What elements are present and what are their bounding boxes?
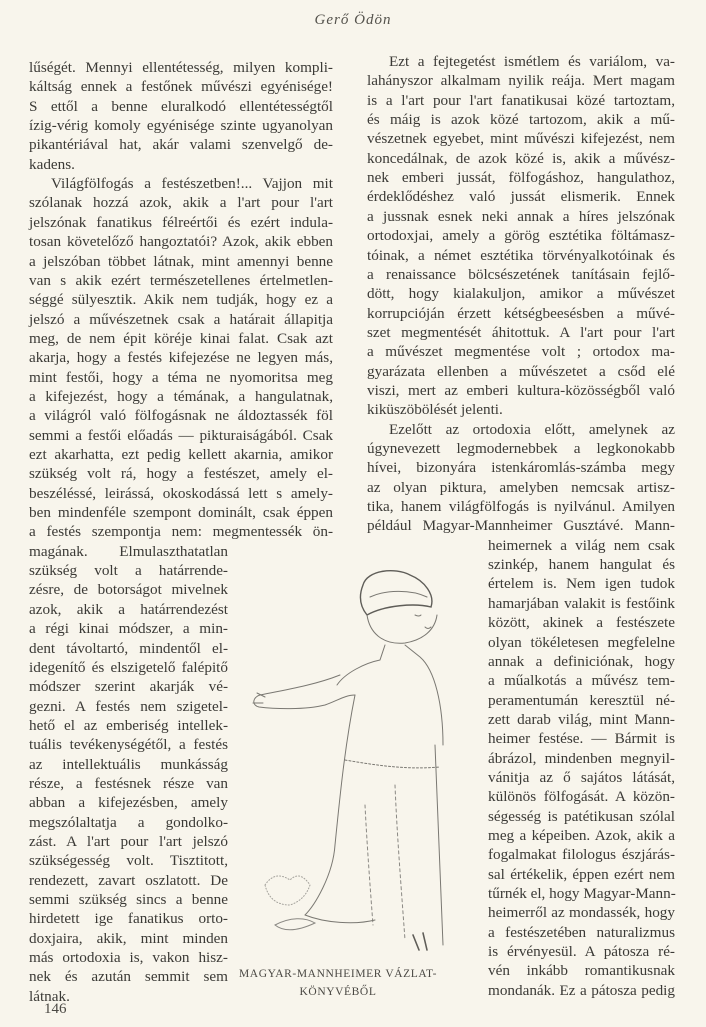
text-line: gezni. A festés nem szigetel- (29, 697, 228, 715)
text-line: érdeklődéshez való jussát elismerik. Ennek (367, 188, 675, 206)
text-line: koncedálnak, de azok közé is, akik a művész- (367, 149, 675, 167)
text-line: magának. Elmulaszthatatlan (29, 542, 228, 560)
text-line: meg, de nem épit köréje kinai falat. Csak azt (29, 329, 333, 347)
text-line: például Magyar-Mannheimer Gusztávé. Mann- (367, 517, 675, 535)
text-line: annak a definiciónak, hogy (488, 652, 675, 670)
text-line: között, akinek a festészete (488, 614, 675, 632)
text-line: Ezt a fejtegetést ismétlem és variálom, va- (389, 53, 675, 70)
text-line: olyan tökéletesen megfelelne (488, 633, 675, 651)
text-line: heimerről az mondassék, hogy (488, 904, 675, 922)
text-line: abban a kifejezésben, amely (29, 794, 228, 812)
text-line: tosan követelőző hangoztatói? Azok, akik ebben (29, 233, 333, 251)
text-line: a világról való fölfogásnak ne áldoztassék föl (29, 407, 333, 425)
text-line: szükség volt rá, hogy a festészet, amely el- (29, 465, 333, 483)
text-line: ábrázol, mindenben megnyil- (488, 749, 675, 767)
text-line: módszer szerint akarják vé- (29, 678, 228, 696)
text-line: része, a festésnek része van (29, 774, 228, 792)
text-line: káltság ennek a festőnek művészi egyénisége! (29, 78, 333, 96)
text-line: szet megmentését áhitottuk. A l'art pour l'art (367, 323, 675, 341)
text-line: zésre, de botorságot mivelnek (29, 581, 228, 599)
text-line: ben mindenféle szempont dominált, csak éppen (29, 504, 333, 522)
text-line: S ettől a benne eluralkodó ellentétességtől (29, 97, 333, 115)
text-line: lűségét. Mennyi ellentétesség, milyen kompli- (29, 59, 333, 76)
text-line: a kifejezést, hogy a témának, a hangulatnak, (29, 387, 333, 405)
text-line: mint festői, hogy a téma ne nyomoritsa meg (29, 368, 333, 386)
text-line: nek emberi jussát, fölfogáshoz, hangulathoz, (367, 169, 675, 187)
text-line: korrupcióján érzett kétségbeesésben a művé- (367, 304, 675, 322)
text-line: is érvényesül. A pátosza ré- (488, 943, 675, 961)
text-line: szinkép, hanem hangulat és (488, 556, 675, 574)
text-line: a jussnak esnek neki annak a híres jelszónak (367, 207, 675, 225)
text-line: kiküszöbölését jelenti. (367, 401, 503, 419)
text-line: az olyan piktura, amelyben nemcsak artisz- (367, 478, 675, 496)
text-line: kadens. (29, 155, 75, 173)
text-line: más ortodoxia is, vakon hisz- (29, 949, 228, 967)
text-line: hívei, bizonyára istenkáromlás-számba megy (367, 459, 675, 477)
text-line: a művészet megmentése volt ; ortodox ma- (367, 343, 675, 361)
text-line: semmi a festői előadás — pikturaiságából. Csak (29, 426, 333, 444)
text-line: a műalkotás a művész tem- (488, 672, 675, 690)
page-number: 146 (44, 1001, 67, 1017)
text-line: sal értékelik, éppen ezért nem (488, 865, 675, 883)
text-line: doxjaira, akik, mint minden (29, 929, 228, 947)
text-line: viszi, mert az emberi kultura-közösségből való (367, 381, 675, 399)
text-line: különös fölfogását. A közön- (488, 788, 675, 806)
text-line: szükségesség volt. Tisztitott, (29, 852, 228, 870)
text-line: szólanak hozzá azok, akik a l'art pour l'art (29, 194, 333, 212)
text-line: akarja, hogy a festés kifejezése ne legyen más, (29, 349, 333, 367)
text-line: semmi szükség sincs a benne (29, 891, 228, 909)
text-line: gyarázata ellenben a művészetet a csőd elé (367, 362, 675, 380)
text-line: heimer festése. — Bármit is (488, 730, 675, 748)
text-line: jelszó a művészetnek csak a határait állapitja (29, 310, 333, 328)
text-line: úgynevezett legmodernebbek a legkonokabb (367, 440, 675, 457)
text-line: Világfölfogás a festészetben!... Vajjon mit (51, 175, 333, 193)
text-line: hető el az emberiség intellek- (29, 716, 228, 734)
text-line: látnak. (29, 987, 70, 1005)
text-line: zást. A l'art pour l'art jelszó (29, 833, 228, 850)
text-line: a festés szempontja nem: megmentessék ön- (29, 523, 333, 541)
text-line: és máig is azok közé tartozom, akik a mű- (367, 111, 675, 129)
text-line: ezt akarhatta, ezt pedig kellett akarnia, amikor (29, 446, 333, 463)
text-line: dent távoltartó, mindentől el- (29, 639, 228, 657)
text-line: rendezett, zavart oszlatott. De (29, 871, 228, 889)
text-line: mondanák. Ez a pátosza pedig (488, 981, 675, 999)
text-line: tika, hanem világfölfogás is nyilvánul. Amilyen (367, 498, 675, 516)
text-line: ségesség is patétikusan szólal (488, 807, 675, 825)
text-line: ortodoxjai, amely a görög esztétika föltámasz- (367, 227, 675, 245)
text-line: szükség volt a határrende- (29, 562, 228, 580)
text-line: zett darab világ, mint Mann- (488, 710, 675, 728)
text-line: lahányszor alkalmam nyilik reája. Mert magam (367, 72, 675, 90)
text-line: tóinak, a német esztétika törvényalkotóinak és (367, 246, 675, 264)
text-line: tuális tevékenységétől, a festés (29, 736, 228, 754)
text-line: a jelszóban többet látnak, mint amennyi benne (29, 252, 333, 270)
text-line: hamarjában valakit is festőink (488, 594, 675, 612)
text-line: az intellektuális munkásság (29, 755, 228, 773)
sketch-illustration (245, 545, 445, 955)
text-line: séggé sülyesztik. Akik nem tudják, hogy ez a (29, 291, 333, 309)
text-line: vén inkább romantikusnak (488, 962, 675, 980)
text-line: Ezelőtt az ortodoxia előtt, amelynek az (389, 420, 675, 438)
text-line: értelem is. Nem igen tudok (488, 575, 675, 593)
text-line: megszólaltatja a gondolko- (29, 813, 228, 831)
text-line: ízig-vérig komoly egyénisége szinte ugyanolyan (29, 117, 333, 135)
text-line: idegenítő és elszigetelő falépitő (29, 658, 228, 676)
text-line: van s akik ezért természetellenes értelmetlen- (29, 271, 333, 289)
text-line: hirdetett ige fanatikus orto- (29, 910, 228, 928)
text-line: nek és azután semmit sem (29, 968, 228, 986)
text-line: beszéléssé, leirássá, okoskodássá lett s amely- (29, 484, 333, 502)
running-header: Gerő Ödön (314, 12, 392, 28)
figure-caption-line-2: KÖNYVÉBŐL (299, 986, 377, 998)
text-line: is a l'art pour l'art fanatikusai közé tartoztam, (367, 91, 675, 109)
text-line: pikantériával hat, akár valami szenvelgő de- (29, 136, 333, 154)
text-line: dött, hogy kialakuljon, amikor a művészet (367, 285, 675, 303)
text-line: meg a képeiben. Azok, akik a (488, 827, 675, 844)
text-line: tűrnék el, hogy Magyar-Mann- (488, 885, 676, 903)
text-line: a renaissance bölcsészetének tanításain fejlő- (367, 265, 675, 283)
text-line: a festészetében naturalizmus (488, 923, 675, 941)
text-line: peramentumán keresztül né- (488, 691, 675, 709)
text-line: heimernek a világ nem csak (488, 536, 675, 554)
text-line: a régi kinai módszer, a min- (29, 620, 228, 638)
text-line: vészetnek egyebet, mint művészi kifejezést, nem (367, 130, 675, 148)
text-line: jelszónak fanatikus félreértői és ezért indula- (29, 213, 333, 231)
figure-caption-line-1: MAGYAR-MANNHEIMER VÁZLAT- (238, 968, 438, 980)
text-line: vánitja az ő sajátos látását, (488, 768, 675, 786)
text-line: azok, akik a határrendezést (29, 600, 228, 618)
text-line: fogalmakat filologus észjárás- (488, 846, 675, 864)
